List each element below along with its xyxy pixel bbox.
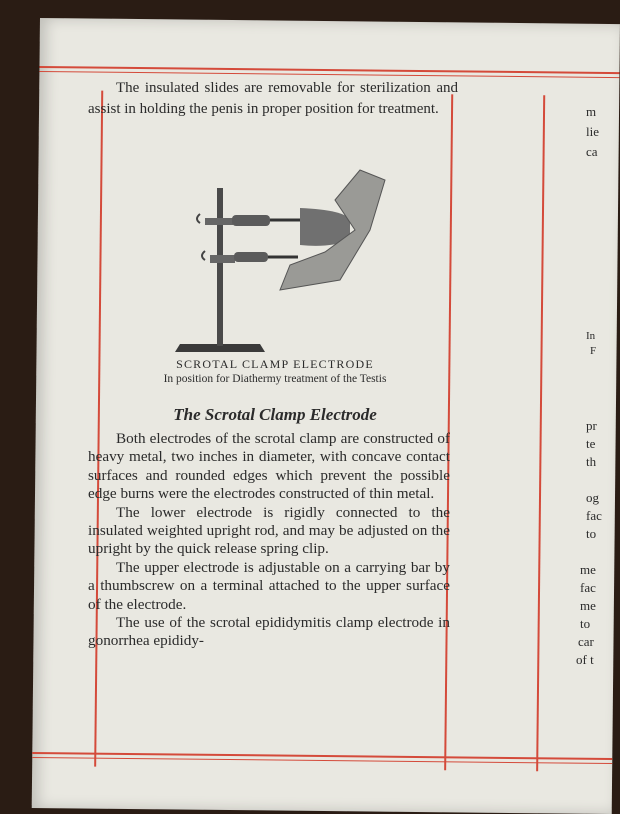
right-fragment: fac: [586, 508, 602, 523]
right-fragment: to: [580, 616, 591, 631]
right-fragment: te: [586, 436, 596, 451]
body-paragraph: The lower electrode is rigidly connected to the insulated weighted upright rod, and may be adjusted on the upright by the quick release spring clip.: [88, 503, 450, 558]
right-fragment: pr: [586, 418, 597, 433]
right-fragment: og: [586, 490, 599, 505]
body-paragraph: Both electrodes of the scrotal clamp are constructed of heavy metal, two inches in diameter, with concave contact surfaces and rounded edges which prevent the possible edge burns were the electrodes constructed of thin metal.: [88, 430, 450, 503]
section-heading: The Scrotal Clamp Electrode: [173, 405, 377, 424]
right-fragment: ca: [586, 144, 598, 159]
right-fragment: In: [586, 330, 596, 342]
figure-caption-subtitle: In position for Diathermy treatment of the Testis: [163, 373, 387, 385]
lead-paragraph: The insulated slides are removable for sterilization and assist in holding the penis in proper position for treatment.: [88, 80, 458, 117]
scrotal-clamp-electrode-illustration: [160, 160, 400, 360]
figure-caption: [95, 357, 455, 387]
right-column-rule: [536, 95, 545, 771]
right-fragment: me: [580, 562, 596, 577]
section-body: [88, 430, 450, 651]
right-fragment: of t: [576, 652, 594, 667]
figure-caption-title: SCROTAL CLAMP ELECTRODE: [176, 357, 374, 371]
body-paragraph: The upper electrode is adjustable on a carrying bar by a thumbscrew on a terminal attached to the upper surface of the electrode.: [88, 558, 450, 613]
left-column-rule: [94, 91, 103, 767]
right-fragment: th: [586, 454, 597, 469]
right-fragment: to: [586, 526, 597, 541]
right-fragment: m: [586, 104, 597, 119]
right-fragment: me: [580, 598, 596, 613]
body-paragraph: The use of the scrotal epididymitis clamp electrode in gonorrhea epididy-: [88, 614, 450, 650]
right-fragment: fac: [580, 580, 596, 595]
right-fragment: F: [590, 345, 597, 357]
right-fragment: lie: [586, 124, 599, 139]
right-fragment: car: [578, 634, 594, 649]
